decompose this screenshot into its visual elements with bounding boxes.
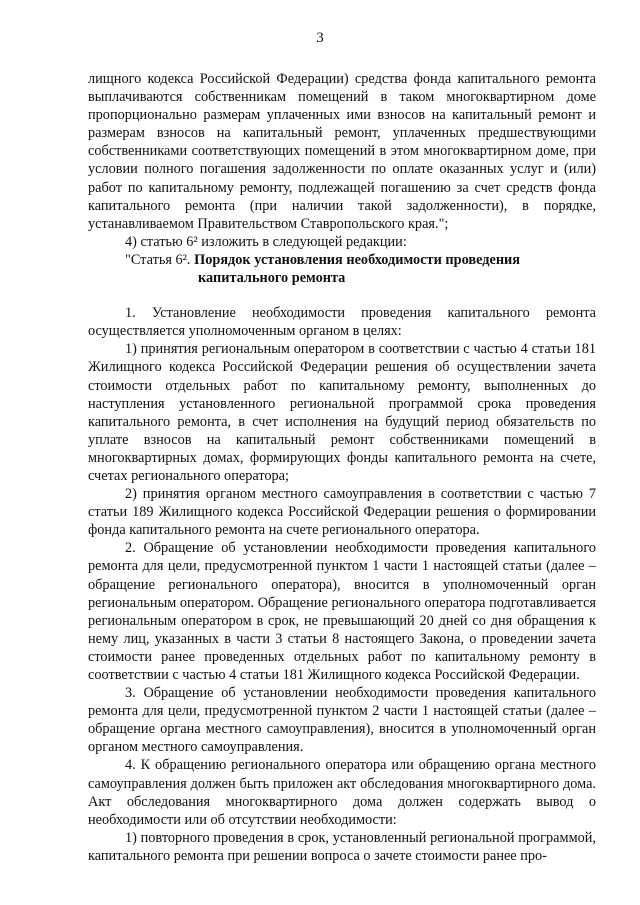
paragraph-part-1: 1. Установление необходимости проведения капитального ремонта осуществляется уполномоченным органом в целях: xyxy=(88,305,596,340)
article-title xyxy=(88,251,596,287)
paragraph-item-2: 2) принятия органом местного самоуправления в соответствии с частью 7 статьи 189 Жилищного кодекса Российской Федерации решения о формировании фонда капитального ремонта на счете регионального оператора. xyxy=(88,486,596,539)
paragraph-part-4: 4. К обращению регионального оператора или обращению органа местного самоуправления должен быть приложен акт обследования многоквартирного дома. Акт обследования многоквартирного дома должен содержать вывод о необходимости или об отсутствии необходимости: xyxy=(88,757,596,828)
paragraph-part-4-item-1: 1) повторного проведения в срок, установленный региональной программой, капитального ремонта при решении вопроса о зачете стоимости ранее про- xyxy=(88,829,596,864)
paragraph-part-2: 2. Обращение об установлении необходимости проведения капитального ремонта для цели, предусмотренной пунктом 1 части 1 настоящей статьи (далее – обращение регионального оператора), вносится в уполномоченный орган региональным оператором. Обращение регионального оператора подготавливается региональным оператором в срок, не превышающий 20 дней со дня обращения к нему лиц, указанных в части 3 статьи 8 настоящего Закона, о проведении зачета стоимости ранее проведенных отдельных работ по капитальному ремонту в соответствии с частью 4 статьи 181 Жилищного кодекса Российской Федерации. xyxy=(88,540,596,683)
paragraph-part-3: 3. Обращение об установлении необходимости проведения капитального ремонта для цели, предусмотренной пунктом 2 части 1 настоящей статьи (далее – обращение органа местного самоуправления), вносится в уполномоченный орган органом местного самоуправления. xyxy=(88,685,596,756)
page-number: 3 xyxy=(316,30,324,46)
paragraph-item-1: 1) принятия региональным оператором в соответствии с частью 4 статьи 181 Жилищного кодекса Российской Федерации решения об осуществлении зачета стоимости отдельных работ по капитальному ремонту, выполненных до наступления установленного региональной программой срока проведения капитального ремонта, в счет исполнения на будущий период обязательств по уплате взносов на капитальный ремонт собственниками помещений в многоквартирных домах, формирующих фонды капитального ремонта на счете, счетах регионального оператора; xyxy=(88,341,596,484)
article-heading: Порядок установления необходимости проведения xyxy=(194,251,521,268)
spacer xyxy=(88,287,596,304)
paragraph-continuation: лищного кодекса Российской Федерации) средства фонда капитального ремонта выплачиваются собственникам помещений в таком многоквартирном доме пропорционально размерам уплаченных ими взносов на капитальный ремонт и размерам взносов на капитальный ремонт, уплаченных предшествующими собственниками соответствующих помещений в этом многоквартирном доме, при условии полного погашения задолженности по оплате оказанных услуг и (или) работ по капитальному ремонту, подлежащей погашению за счет средств фонда капитального ремонта (при наличии такой задолженности), в порядке, устанавливаемом Правительством Ставропольского края."; xyxy=(88,71,596,232)
document-body xyxy=(88,70,596,865)
article-heading-line2: капитального ремонта xyxy=(198,270,346,287)
amendment-item-4: 4) статью 6² изложить в следующей редакции: xyxy=(125,233,407,250)
article-number: "Статья 6². xyxy=(125,251,191,268)
